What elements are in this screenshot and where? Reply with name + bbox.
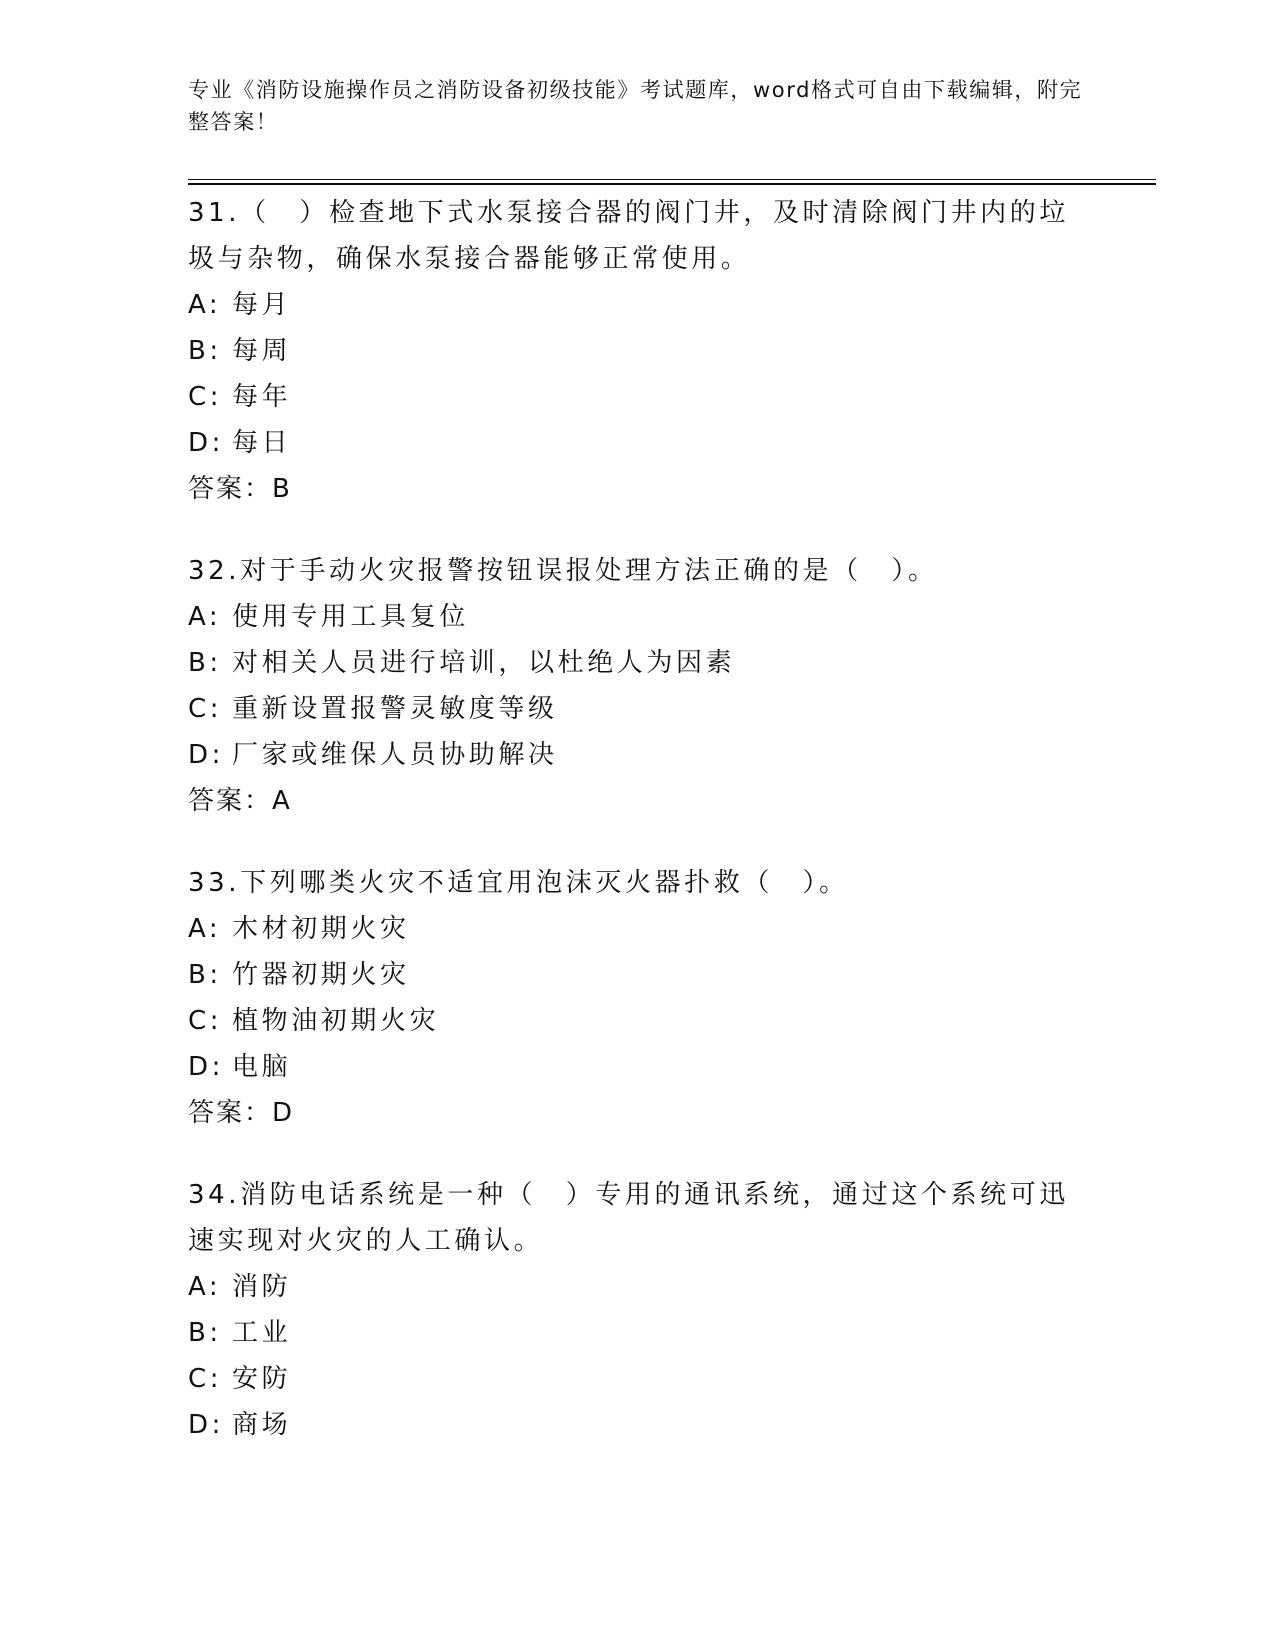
option-list (188, 1264, 1088, 1448)
question-34 (188, 1172, 1088, 1448)
answer-label: 答案： (188, 1098, 273, 1128)
option-key: B: (188, 648, 222, 678)
divider-line-thick (188, 183, 1156, 185)
option-list (188, 906, 1088, 1090)
option-c (188, 998, 1088, 1044)
option-text: 竹器初期火灾 (232, 960, 410, 990)
divider-line-thin (188, 179, 1156, 180)
option-b (188, 328, 1088, 374)
option-text: 使用专用工具复位 (232, 602, 469, 632)
answer-label: 答案： (188, 474, 273, 504)
option-text: 商场 (232, 1410, 292, 1440)
option-a (188, 1264, 1088, 1310)
option-b (188, 1310, 1088, 1356)
option-text: 电脑 (232, 1052, 292, 1082)
option-key: C: (188, 694, 223, 724)
option-d (188, 420, 1088, 466)
option-text: 厂家或维保人员协助解决 (232, 740, 558, 770)
option-d (188, 1402, 1088, 1448)
header-divider (188, 179, 1156, 185)
document-header: 专业《消防设施操作员之消防设备初级技能》考试题库，word格式可自由下载编辑，附完整答案！ (188, 78, 1083, 134)
question-31 (188, 190, 1088, 512)
option-key: B: (188, 336, 222, 366)
question-text: 32.对于手动火灾报警按钮误报处理方法正确的是（ ）。 (188, 556, 938, 586)
option-text: 每年 (232, 382, 292, 412)
option-c (188, 686, 1088, 732)
option-key: C: (188, 382, 223, 412)
option-key: D: (188, 1052, 224, 1082)
option-text: 植物油初期火灾 (232, 1006, 440, 1036)
option-c (188, 374, 1088, 420)
answer-line (188, 1090, 1088, 1136)
answer-value: D (272, 1098, 295, 1128)
question-text: 34.消防电话系统是一种（ ）专用的通讯系统，通过这个系统可迅速实现对火灾的人工确认。 (188, 1180, 1069, 1256)
option-text: 重新设置报警灵敏度等级 (232, 694, 558, 724)
option-key: A: (188, 1272, 222, 1302)
option-text: 工业 (232, 1318, 292, 1348)
option-text: 木材初期火灾 (232, 914, 410, 944)
option-key: C: (188, 1006, 223, 1036)
answer-label: 答案： (188, 786, 273, 816)
option-key: C: (188, 1364, 223, 1394)
option-list (188, 282, 1088, 466)
option-c (188, 1356, 1088, 1402)
option-key: D: (188, 428, 224, 458)
option-text: 每日 (232, 428, 292, 458)
option-d (188, 732, 1088, 778)
option-key: D: (188, 1410, 224, 1440)
option-d (188, 1044, 1088, 1090)
option-text: 安防 (232, 1364, 292, 1394)
question-32 (188, 548, 1088, 824)
option-text: 每月 (232, 290, 292, 320)
question-text: 31.（ ）检查地下式水泵接合器的阀门井，及时清除阀门井内的垃圾与杂物，确保水泵接合器能够正常使用。 (188, 198, 1069, 274)
option-key: A: (188, 290, 222, 320)
question-text: 33.下列哪类火灾不适宜用泡沫灭火器扑救（ ）。 (188, 868, 849, 898)
option-list (188, 594, 1088, 778)
option-key: B: (188, 1318, 222, 1348)
option-key: A: (188, 602, 222, 632)
option-text: 消防 (232, 1272, 292, 1302)
option-key: B: (188, 960, 222, 990)
option-text: 对相关人员进行培训，以杜绝人为因素 (232, 648, 736, 678)
option-key: A: (188, 914, 222, 944)
question-list (188, 190, 1088, 1484)
option-b (188, 640, 1088, 686)
question-33 (188, 860, 1088, 1136)
answer-value: B (272, 474, 292, 504)
option-key: D: (188, 740, 224, 770)
option-a (188, 906, 1088, 952)
answer-value: A (272, 786, 292, 816)
answer-line (188, 778, 1088, 824)
option-a (188, 594, 1088, 640)
option-b (188, 952, 1088, 998)
option-text: 每周 (232, 336, 292, 366)
option-a (188, 282, 1088, 328)
answer-line (188, 466, 1088, 512)
